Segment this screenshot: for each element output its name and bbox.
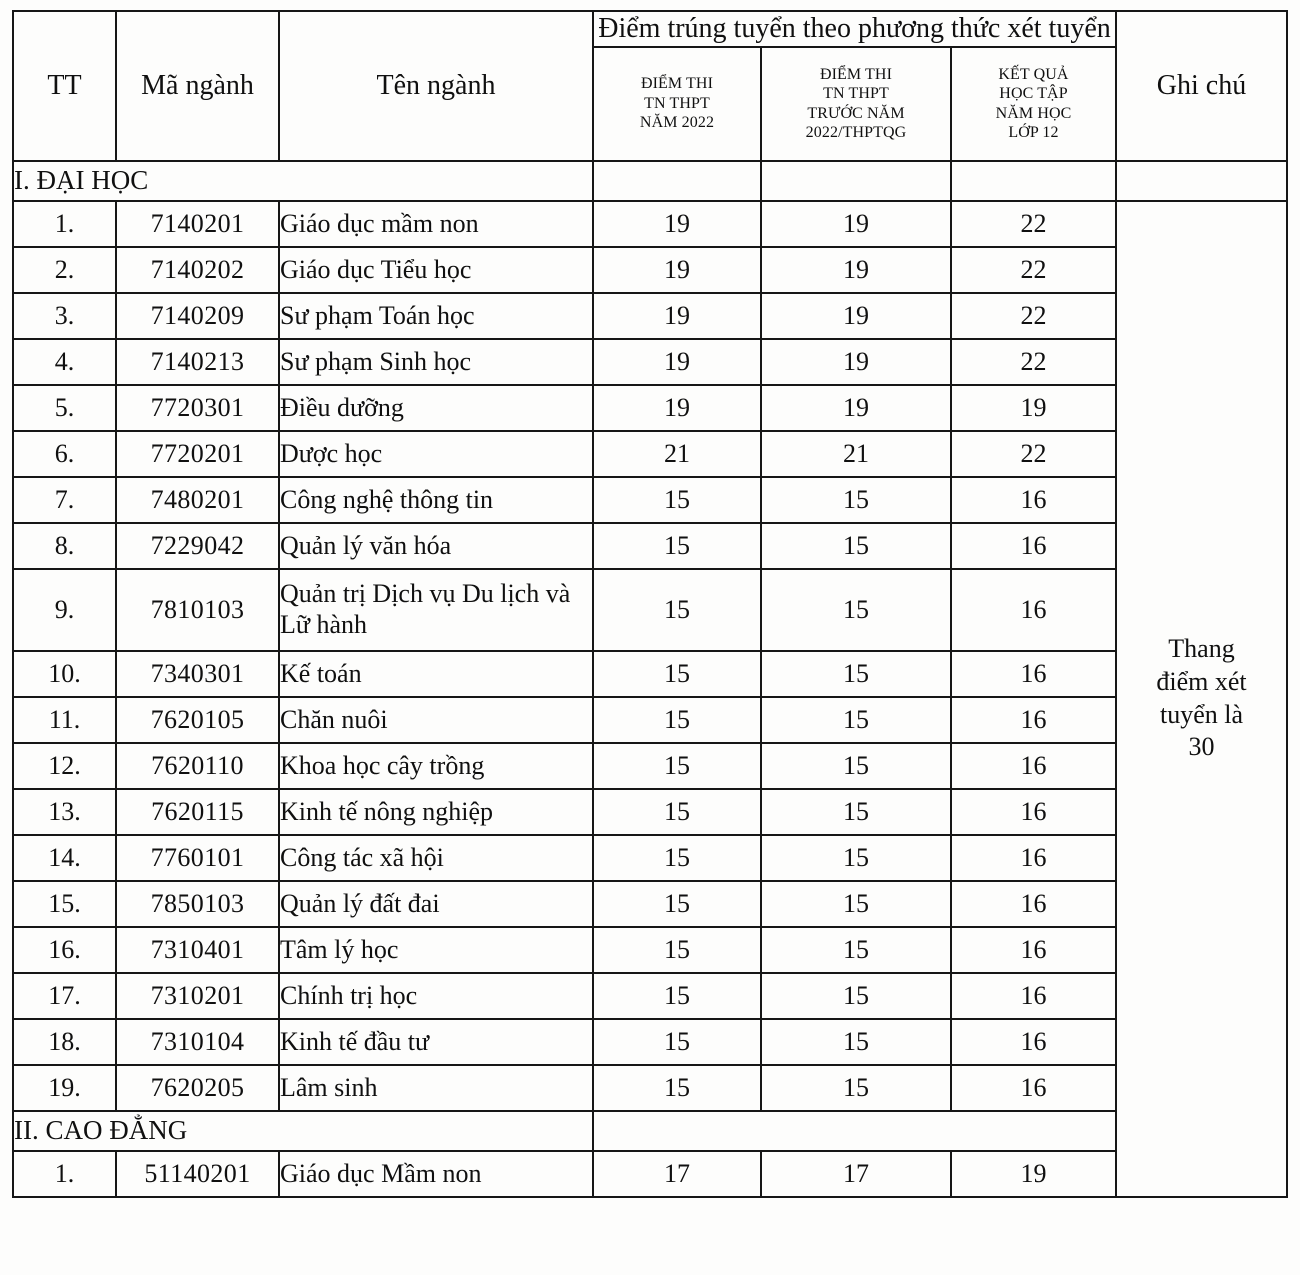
cell-ma-nganh: 7140202 [116, 247, 279, 293]
cell-ma-nganh: 7720301 [116, 385, 279, 431]
cell-score-hoc-tap-lop-12: 16 [951, 927, 1116, 973]
cell-score-tn-thpt-truoc-2022: 15 [761, 743, 951, 789]
cell-score-tn-thpt-truoc-2022: 15 [761, 651, 951, 697]
cell-tt: 3. [13, 293, 116, 339]
header-sub-ket-qua-hoc-tap [951, 47, 1116, 161]
cell-ma-nganh: 7620105 [116, 697, 279, 743]
cell-score-tn-thpt-truoc-2022: 17 [761, 1151, 951, 1197]
cell-ten-nganh: Quản lý văn hóa [279, 523, 593, 569]
cell-ten-nganh: Giáo dục mầm non [279, 201, 593, 247]
cell-ma-nganh: 7140213 [116, 339, 279, 385]
cell-ma-nganh: 7850103 [116, 881, 279, 927]
cell-score-tn-thpt-2022: 19 [593, 247, 761, 293]
cell-score-tn-thpt-2022: 19 [593, 385, 761, 431]
cell-ma-nganh: 7620205 [116, 1065, 279, 1111]
cell-score-hoc-tap-lop-12: 16 [951, 789, 1116, 835]
cell-tt: 5. [13, 385, 116, 431]
cell-tt: 15. [13, 881, 116, 927]
cell-ma-nganh: 7310201 [116, 973, 279, 1019]
cell-ma-nganh: 7310401 [116, 927, 279, 973]
cell-score-tn-thpt-truoc-2022: 19 [761, 293, 951, 339]
cell-score-tn-thpt-truoc-2022: 15 [761, 973, 951, 1019]
table-row [13, 1065, 1287, 1111]
cell-ma-nganh: 7620110 [116, 743, 279, 789]
note-line-3: tuyển là [1160, 699, 1244, 729]
cell-tt: 8. [13, 523, 116, 569]
cell-ten-nganh: Lâm sinh [279, 1065, 593, 1111]
admission-score-table [12, 10, 1288, 1198]
cell-score-hoc-tap-lop-12: 22 [951, 201, 1116, 247]
cell-score-tn-thpt-truoc-2022: 15 [761, 789, 951, 835]
cell-score-tn-thpt-2022: 21 [593, 431, 761, 477]
header-sub2-line3: TRƯỚC NĂM [807, 104, 905, 122]
table-row [13, 523, 1287, 569]
cell-score-tn-thpt-truoc-2022: 15 [761, 523, 951, 569]
cell-ma-nganh: 7620115 [116, 789, 279, 835]
cell-score-hoc-tap-lop-12: 19 [951, 1151, 1116, 1197]
cell-ten-nganh: Khoa học cây trồng [279, 743, 593, 789]
cell-score-tn-thpt-truoc-2022: 15 [761, 927, 951, 973]
cell-score-tn-thpt-truoc-2022: 19 [761, 201, 951, 247]
cell-ma-nganh: 7760101 [116, 835, 279, 881]
cell-score-hoc-tap-lop-12: 22 [951, 431, 1116, 477]
header-ten-nganh: Tên ngành [279, 11, 593, 161]
cell-score-hoc-tap-lop-12: 16 [951, 743, 1116, 789]
table-row [13, 835, 1287, 881]
header-sub3-line1: KẾT QUẢ [998, 65, 1069, 83]
cell-score-tn-thpt-2022: 15 [593, 881, 761, 927]
cell-score-hoc-tap-lop-12: 16 [951, 569, 1116, 651]
header-ma-nganh-line1: Mã [141, 70, 179, 102]
cell-score-hoc-tap-lop-12: 16 [951, 1019, 1116, 1065]
cell-score-tn-thpt-truoc-2022: 19 [761, 247, 951, 293]
cell-score-tn-thpt-2022: 15 [593, 789, 761, 835]
cell-tt: 11. [13, 697, 116, 743]
header-sub1-line3: NĂM 2022 [639, 114, 715, 132]
cell-score-hoc-tap-lop-12: 16 [951, 973, 1116, 1019]
cell-score-tn-thpt-truoc-2022: 15 [761, 569, 951, 651]
cell-score-tn-thpt-2022: 15 [593, 697, 761, 743]
cell-tt: 12. [13, 743, 116, 789]
cell-ten-nganh: Kế toán [279, 651, 593, 697]
section-blank-cell [951, 161, 1116, 201]
cell-tt: 1. [13, 201, 116, 247]
note-line-4: 30 [1188, 732, 1215, 762]
table-row [13, 431, 1287, 477]
section-header-row [13, 161, 1287, 201]
cell-tt: 9. [13, 569, 116, 651]
cell-score-tn-thpt-2022: 15 [593, 569, 761, 651]
table-body [13, 161, 1287, 1197]
header-sub3-line3: NĂM HỌC [995, 104, 1072, 122]
table-row [13, 697, 1287, 743]
header-sub2-line2: TN THPT [823, 85, 889, 103]
cell-ten-nganh: Điều dưỡng [279, 385, 593, 431]
cell-ten-nganh: Chăn nuôi [279, 697, 593, 743]
cell-score-hoc-tap-lop-12: 22 [951, 339, 1116, 385]
table-header [13, 11, 1287, 161]
table-row [13, 385, 1287, 431]
header-row-top [13, 11, 1287, 47]
cell-score-tn-thpt-truoc-2022: 15 [761, 477, 951, 523]
cell-score-hoc-tap-lop-12: 16 [951, 477, 1116, 523]
cell-score-tn-thpt-truoc-2022: 15 [761, 697, 951, 743]
table-row [13, 339, 1287, 385]
header-sub2-line1: ĐIỂM THI [819, 65, 893, 83]
cell-tt: 13. [13, 789, 116, 835]
cell-score-tn-thpt-truoc-2022: 19 [761, 339, 951, 385]
cell-tt: 4. [13, 339, 116, 385]
cell-score-tn-thpt-truoc-2022: 21 [761, 431, 951, 477]
note-line-2: điểm xét [1156, 666, 1247, 696]
cell-score-tn-thpt-truoc-2022: 19 [761, 385, 951, 431]
cell-ten-nganh: Sư phạm Toán học [279, 293, 593, 339]
cell-ten-nganh: Quản trị Dịch vụ Du lịch và Lữ hành [279, 569, 593, 651]
header-sub1-line2: TN THPT [644, 94, 710, 112]
cell-score-tn-thpt-2022: 15 [593, 523, 761, 569]
cell-ma-nganh: 7720201 [116, 431, 279, 477]
cell-ten-nganh: Kinh tế nông nghiệp [279, 789, 593, 835]
header-sub3-line2: HỌC TẬP [999, 85, 1068, 103]
cell-ten-nganh: Quản lý đất đai [279, 881, 593, 927]
cell-ten-nganh: Tâm lý học [279, 927, 593, 973]
cell-ten-nganh: Kinh tế đầu tư [279, 1019, 593, 1065]
cell-score-hoc-tap-lop-12: 16 [951, 651, 1116, 697]
cell-score-tn-thpt-2022: 19 [593, 339, 761, 385]
header-ma-nganh [116, 11, 279, 161]
section-title: I. ĐẠI HỌC [13, 161, 593, 201]
section-blank-cell [761, 161, 951, 201]
table-row [13, 1019, 1287, 1065]
cell-tt: 10. [13, 651, 116, 697]
cell-ten-nganh: Sư phạm Sinh học [279, 339, 593, 385]
cell-score-tn-thpt-2022: 19 [593, 293, 761, 339]
table-row [13, 293, 1287, 339]
header-sub1-line1: ĐIỂM THI [640, 75, 714, 93]
cell-ma-nganh: 7810103 [116, 569, 279, 651]
cell-ten-nganh: Chính trị học [279, 973, 593, 1019]
header-score-group-line2: thức xét tuyển [950, 13, 1111, 44]
header-score-group-line1: Điểm trúng tuyển theo phương [598, 13, 944, 44]
cell-score-hoc-tap-lop-12: 19 [951, 385, 1116, 431]
cell-score-tn-thpt-2022: 15 [593, 651, 761, 697]
cell-score-tn-thpt-truoc-2022: 15 [761, 1019, 951, 1065]
cell-tt: 17. [13, 973, 116, 1019]
cell-score-hoc-tap-lop-12: 16 [951, 697, 1116, 743]
cell-score-hoc-tap-lop-12: 22 [951, 247, 1116, 293]
header-sub3-line4: LỚP 12 [1008, 124, 1059, 142]
note-line-1: Thang [1168, 634, 1235, 664]
cell-score-tn-thpt-truoc-2022: 15 [761, 835, 951, 881]
cell-score-tn-thpt-2022: 15 [593, 1065, 761, 1111]
table-row [13, 569, 1287, 651]
table-row [13, 973, 1287, 1019]
cell-tt: 7. [13, 477, 116, 523]
cell-tt: 6. [13, 431, 116, 477]
header-ghi-chu: Ghi chú [1116, 11, 1287, 161]
cell-score-tn-thpt-2022: 17 [593, 1151, 761, 1197]
cell-tt: 18. [13, 1019, 116, 1065]
cell-score-hoc-tap-lop-12: 16 [951, 835, 1116, 881]
table-row [13, 743, 1287, 789]
cell-score-tn-thpt-2022: 15 [593, 1019, 761, 1065]
cell-score-tn-thpt-2022: 15 [593, 927, 761, 973]
cell-ma-nganh: 7310104 [116, 1019, 279, 1065]
cell-ten-nganh: Công nghệ thông tin [279, 477, 593, 523]
cell-ghi-chu-note [1116, 201, 1287, 1197]
table-row [13, 247, 1287, 293]
header-tt: TT [13, 11, 116, 161]
cell-score-tn-thpt-truoc-2022: 15 [761, 1065, 951, 1111]
table-row [13, 927, 1287, 973]
cell-score-tn-thpt-2022: 19 [593, 201, 761, 247]
cell-score-hoc-tap-lop-12: 16 [951, 523, 1116, 569]
cell-score-tn-thpt-2022: 15 [593, 477, 761, 523]
cell-score-tn-thpt-2022: 15 [593, 835, 761, 881]
table-row [13, 881, 1287, 927]
table-row [13, 651, 1287, 697]
cell-ten-nganh: Giáo dục Tiểu học [279, 247, 593, 293]
cell-ma-nganh: 7140209 [116, 293, 279, 339]
cell-score-tn-thpt-truoc-2022: 15 [761, 881, 951, 927]
section-blank-cell [593, 1111, 1116, 1151]
header-sub-tn-thpt-truoc-2022 [761, 47, 951, 161]
cell-score-hoc-tap-lop-12: 16 [951, 881, 1116, 927]
header-sub2-line4: 2022/THPTQG [805, 124, 907, 142]
table-row [13, 201, 1287, 247]
section-blank-note-cell [1116, 161, 1287, 201]
cell-score-tn-thpt-2022: 15 [593, 743, 761, 789]
header-score-group [593, 11, 1116, 47]
cell-tt: 14. [13, 835, 116, 881]
cell-tt: 19. [13, 1065, 116, 1111]
table-row [13, 477, 1287, 523]
cell-ma-nganh: 7229042 [116, 523, 279, 569]
cell-ten-nganh: Công tác xã hội [279, 835, 593, 881]
cell-tt: 16. [13, 927, 116, 973]
cell-ma-nganh: 7480201 [116, 477, 279, 523]
table-row [13, 789, 1287, 835]
section-title: II. CAO ĐẲNG [13, 1111, 593, 1151]
cell-score-hoc-tap-lop-12: 22 [951, 293, 1116, 339]
cell-score-tn-thpt-2022: 15 [593, 973, 761, 1019]
cell-score-hoc-tap-lop-12: 16 [951, 1065, 1116, 1111]
cell-tt: 2. [13, 247, 116, 293]
table-row [13, 1151, 1287, 1197]
header-sub-tn-thpt-2022 [593, 47, 761, 161]
cell-ma-nganh: 51140201 [116, 1151, 279, 1197]
cell-ten-nganh: Giáo dục Mầm non [279, 1151, 593, 1197]
cell-ma-nganh: 7140201 [116, 201, 279, 247]
header-ma-nganh-line2: ngành [185, 70, 254, 102]
cell-tt: 1. [13, 1151, 116, 1197]
section-header-row [13, 1111, 1287, 1151]
cell-ten-nganh: Dược học [279, 431, 593, 477]
section-blank-cell [593, 161, 761, 201]
cell-ma-nganh: 7340301 [116, 651, 279, 697]
